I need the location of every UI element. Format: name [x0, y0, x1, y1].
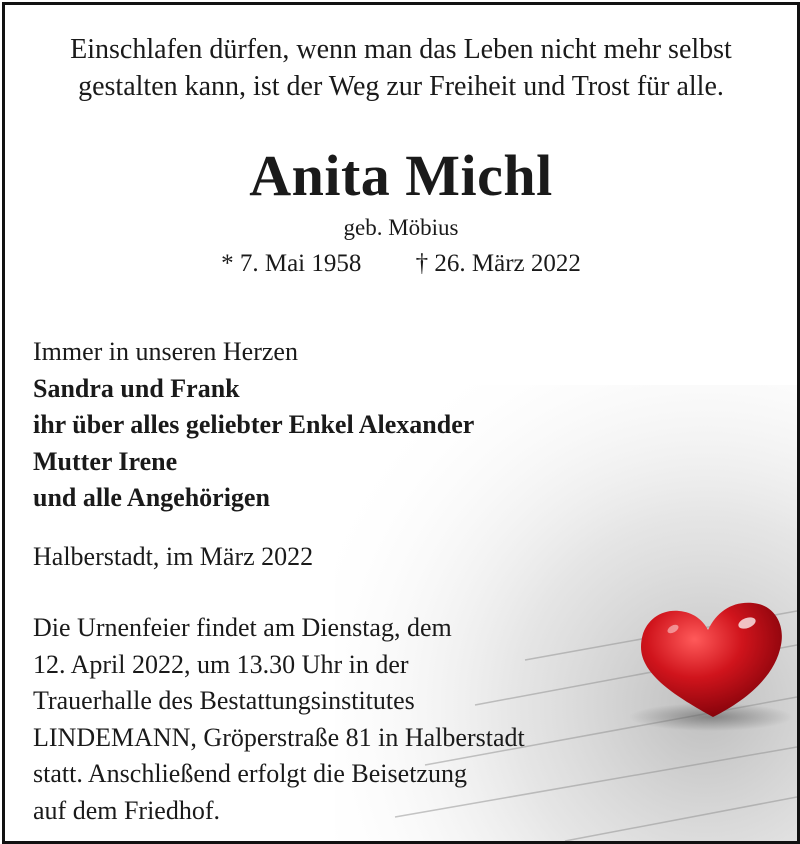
ceremony-info [33, 610, 673, 829]
mourner-name: Sandra und Frank [33, 373, 240, 403]
place-date: Halberstadt, im März 2022 [33, 542, 314, 571]
ceremony-line: Trauerhalle des Bestattungsinstitutes [33, 686, 415, 715]
ceremony-line: LINDEMANN, Gröperstraße 81 in Halberstadt [33, 722, 525, 752]
ceremony-line: auf dem Friedhof. [33, 795, 221, 825]
ceremony-line: 12. April 2022, um 13.30 Uhr in der [33, 649, 409, 679]
quote-line: Einschlafen dürfen, wenn man das Leben nicht mehr selbst [70, 34, 732, 65]
birth-name: geb. Möbius [343, 215, 459, 240]
memorial-quote [5, 31, 797, 105]
quote-line: gestalten kann, ist der Weg zur Freiheit und Trost für alle. [78, 71, 724, 102]
obituary-notice [2, 2, 800, 844]
birth-date: * 7. Mai 1958 [221, 250, 362, 277]
mourners-intro: Immer in unseren Herzen [33, 337, 298, 366]
mourner-name: Mutter Irene [33, 446, 178, 476]
ceremony-line: Die Urnenfeier findet am Dienstag, dem [33, 613, 452, 642]
mourner-name: ihr über alles geliebter Enkel Alexander [33, 410, 475, 439]
ceremony-line: statt. Anschließend erfolgt die Beisetzung [33, 759, 467, 788]
deceased-name: Anita Michl [249, 143, 553, 208]
mourners-list [33, 334, 474, 517]
mourner-name: und alle Angehörigen [33, 483, 270, 512]
death-date: † 26. März 2022 [415, 250, 581, 277]
life-dates [5, 248, 797, 280]
